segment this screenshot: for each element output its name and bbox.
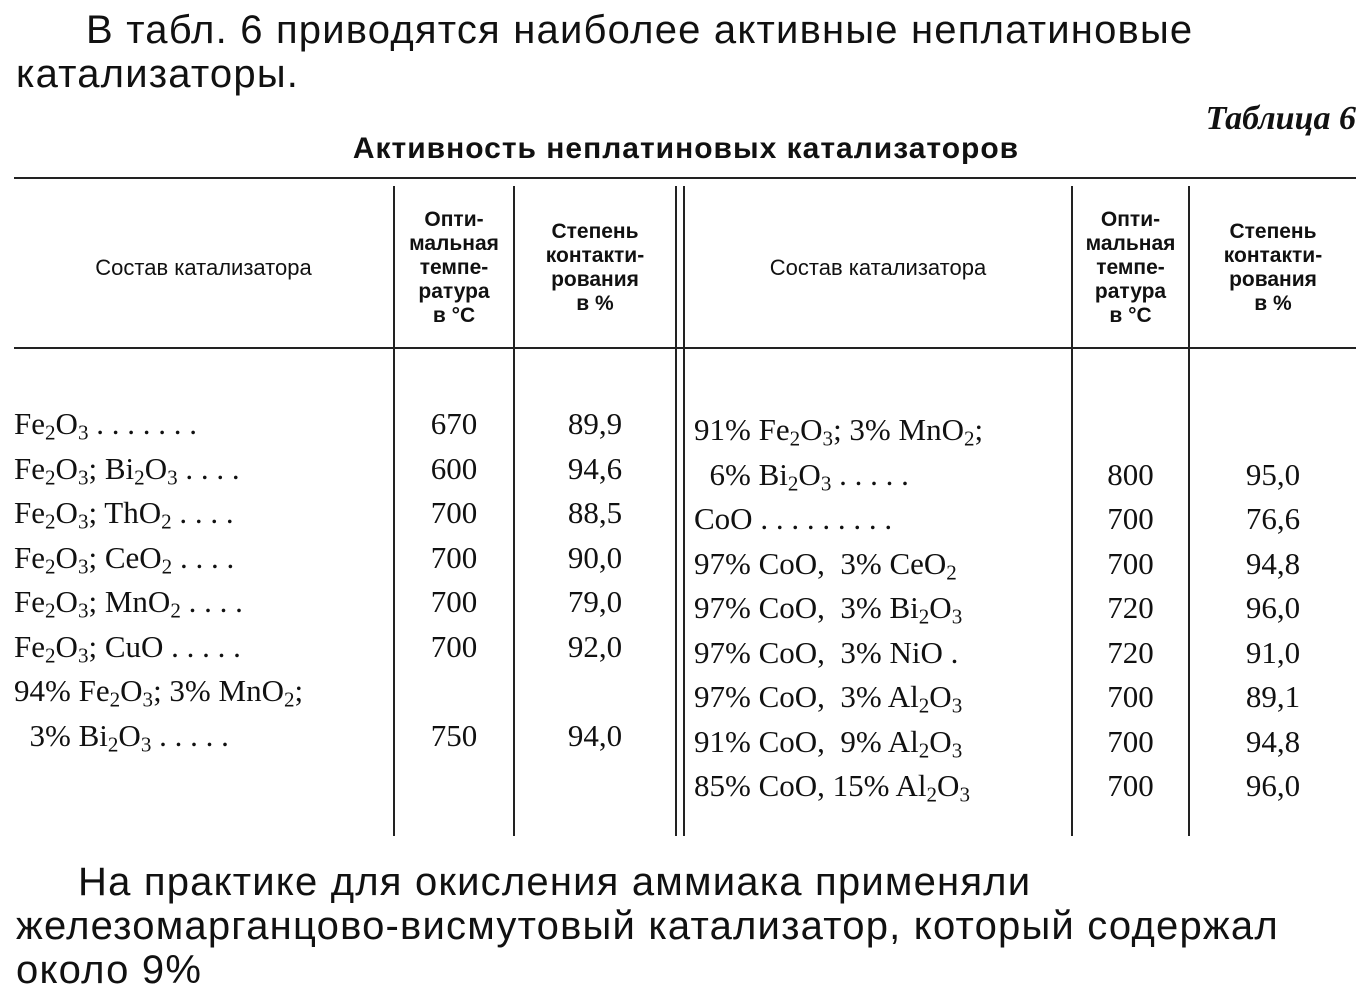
catalyst-composition: 94% $Fe_2O_3$; 3% MnO$_2$; bbox=[14, 673, 304, 712]
conversion-degree: 88,5 bbox=[567, 495, 623, 530]
catalyst-composition: 6% $Bi_2O_3$ . . . . . bbox=[694, 456, 909, 495]
catalyst-composition: 3% $Bi_2O_3$ . . . . . bbox=[14, 717, 229, 756]
catalyst-composition: CoO . . . . . . . . . bbox=[694, 501, 893, 536]
optimal-temperature: 700 bbox=[430, 584, 478, 619]
catalyst-composition: 85% CoO, 15% $Al_2O_3$ bbox=[694, 768, 970, 807]
optimal-temperature: 700 bbox=[1107, 679, 1154, 714]
optimal-temperature: 700 bbox=[1107, 723, 1154, 759]
conversion-degree: 91,0 bbox=[1245, 634, 1301, 670]
optimal-temperature: 720 bbox=[1107, 634, 1154, 670]
conversion-degree: 79,0 bbox=[567, 584, 623, 619]
header-temperature-left: Опти- мальная темпе- ратура в °С bbox=[409, 207, 499, 327]
conversion-degree: 76,6 bbox=[1245, 501, 1301, 536]
header-composition-left: Состав катализатора bbox=[95, 254, 312, 280]
catalyst-composition: 97% CoO, 3% $Al_2O_3$ bbox=[694, 679, 963, 718]
catalyst-composition: 97% CoO, 3% $Bi_2O_3$ bbox=[694, 590, 963, 629]
catalyst-composition: 91% $Fe_2O_3$; 3% MnO$_2$; bbox=[694, 412, 984, 451]
header-temperature-right: Опти- мальная темпе- ратура в °С bbox=[1085, 207, 1176, 327]
optimal-temperature: 750 bbox=[430, 717, 478, 753]
intro-paragraph: В табл. 6 приводятся наиболее активные неплатиновые катализаторы. bbox=[16, 8, 1194, 96]
table-number-label: Таблица 6 bbox=[1205, 100, 1356, 137]
optimal-temperature: 700 bbox=[1107, 501, 1154, 536]
conversion-degree: 94,8 bbox=[1245, 545, 1301, 581]
catalyst-composition: $Fe_2O_3$; $Bi_2O_3$ . . . . bbox=[14, 450, 240, 489]
closing-paragraph: На практике для окисления аммиака применяли железомарганцово-висмутовый катализатор, который содержал около 9% bbox=[16, 860, 1279, 992]
conversion-degree: 94,8 bbox=[1245, 723, 1301, 759]
optimal-temperature: 700 bbox=[430, 539, 478, 575]
optimal-temperature: 600 bbox=[430, 450, 478, 486]
optimal-temperature: 700 bbox=[1107, 545, 1154, 581]
optimal-temperature: 670 bbox=[430, 406, 478, 441]
catalyst-composition: $Fe_2O_3$ . . . . . . . bbox=[14, 406, 197, 445]
conversion-degree: 90,0 bbox=[567, 539, 623, 575]
table-header-rule bbox=[14, 347, 1356, 349]
optimal-temperature: 700 bbox=[430, 495, 478, 530]
optimal-temperature: 720 bbox=[1107, 590, 1154, 625]
conversion-degree: 96,0 bbox=[1245, 590, 1301, 625]
optimal-temperature: 700 bbox=[430, 628, 478, 664]
header-conversion-left: Степень контакти- рования в % bbox=[545, 219, 645, 315]
conversion-degree: 92,0 bbox=[567, 628, 623, 664]
conversion-degree: 95,0 bbox=[1245, 456, 1301, 492]
catalyst-composition: 97% CoO, 3% NiO . bbox=[694, 634, 959, 670]
optimal-temperature: 800 bbox=[1107, 456, 1154, 492]
conversion-degree: 94,0 bbox=[567, 717, 623, 753]
table-top-rule bbox=[14, 177, 1356, 179]
catalyst-composition: $Fe_2O_3$; CeO$_2$ . . . . bbox=[14, 539, 235, 578]
catalyst-composition: $Fe_2O_3$; CuO . . . . . bbox=[14, 628, 241, 667]
header-conversion-right: Степень контакти- рования в % bbox=[1223, 219, 1323, 315]
header-composition-right: Состав катализатора bbox=[769, 254, 987, 280]
conversion-degree: 89,1 bbox=[1245, 679, 1301, 714]
catalyst-composition: $Fe_2O_3$; MnO$_2$ . . . . bbox=[14, 584, 243, 623]
conversion-degree: 94,6 bbox=[567, 450, 623, 486]
center-double-divider bbox=[675, 186, 677, 836]
conversion-degree: 89,9 bbox=[567, 406, 623, 441]
catalyst-composition: 91% CoO, 9% $Al_2O_3$ bbox=[694, 723, 963, 762]
optimal-temperature: 700 bbox=[1107, 768, 1154, 803]
conversion-degree: 96,0 bbox=[1245, 768, 1301, 803]
catalyst-composition: $Fe_2O_3$; ThO$_2$ . . . . bbox=[14, 495, 234, 534]
catalyst-composition: 97% CoO, 3% CeO$_2$ bbox=[694, 545, 957, 584]
table-title: Активность неплатиновых катализаторов bbox=[352, 132, 1020, 165]
